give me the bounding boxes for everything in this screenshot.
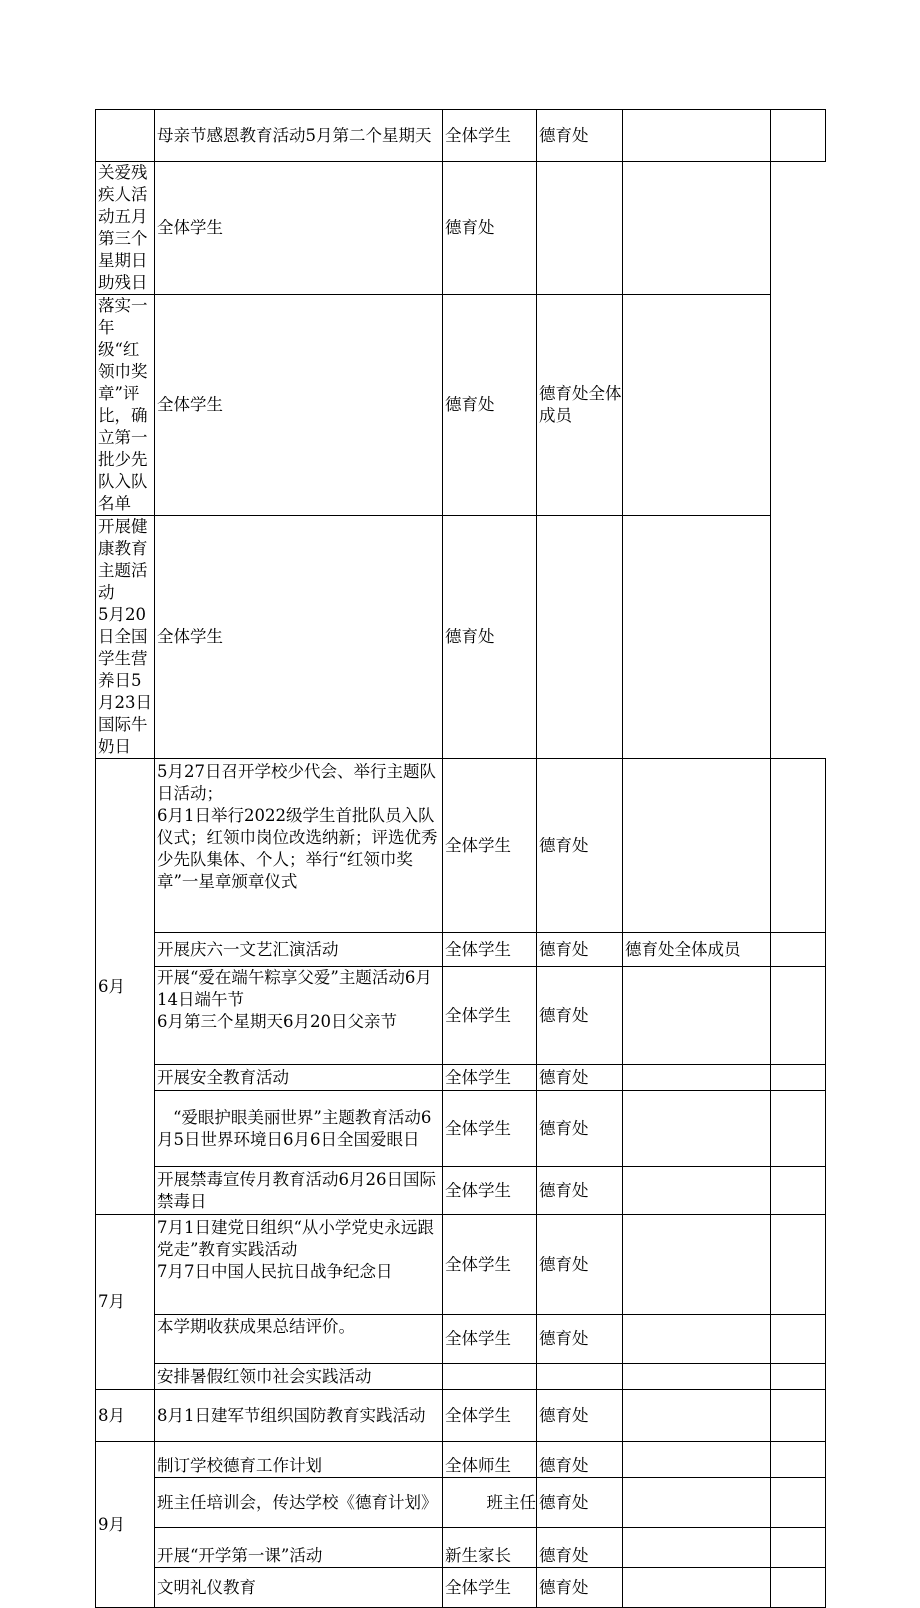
- target-cell: 新生家长: [443, 1528, 537, 1568]
- extra-cell: [623, 516, 771, 759]
- staff-cell: [623, 1091, 771, 1167]
- staff-cell: [623, 759, 771, 933]
- target-cell: 全体学生: [443, 933, 537, 967]
- plan-table: [95, 109, 826, 1608]
- extra-cell: [771, 1065, 826, 1091]
- month-cell: 8月: [96, 1390, 155, 1442]
- target-cell: 全体学生: [155, 516, 443, 759]
- staff-cell: 德育处全体成员: [537, 295, 623, 516]
- table-row: [96, 516, 826, 759]
- dept-cell: 德育处: [537, 967, 623, 1065]
- activity-cell: 7月1日建党日组织“从小学党史永远跟党走”教育实践活动 7月7日中国人民抗日战争纪念日: [155, 1215, 443, 1315]
- activity-cell: 开展庆六一文艺汇演活动: [155, 933, 443, 967]
- table-row: [96, 1065, 826, 1091]
- extra-cell: [771, 1442, 826, 1478]
- activity-cell: 开展禁毒宣传月教育活动6月26日国际禁毒日: [155, 1167, 443, 1215]
- dept-cell: 德育处: [537, 1390, 623, 1442]
- table-row: [96, 1442, 826, 1478]
- table-row: [96, 1167, 826, 1215]
- dept-cell: 德育处: [537, 1315, 623, 1364]
- staff-cell: [623, 1568, 771, 1608]
- table-row: [96, 1390, 826, 1442]
- extra-cell: [623, 295, 771, 516]
- activity-cell: 开展“爱在端午粽享父爱”主题活动6月14日端午节 6月第三个星期天6月20日父亲节: [155, 967, 443, 1065]
- target-cell: 全体学生: [443, 967, 537, 1065]
- activity-cell: 班主任培训会，传达学校《德育计划》: [155, 1478, 443, 1528]
- activity-cell: 制订学校德育工作计划: [155, 1442, 443, 1478]
- activity-cell: 落实一年级“红领巾奖章”评比，确立第一批少先队入队名单: [96, 295, 155, 516]
- dept-cell: 德育处: [537, 1215, 623, 1315]
- activity-cell: 关爱残疾人活动五月第三个星期日助残日: [96, 162, 155, 295]
- activity-cell: 5月27日召开学校少代会、举行主题队日活动； 6月1日举行2022级学生首批队员入队仪式；红领巾岗位改选纳新；评选优秀少先队集体、个人；举行“红领巾奖章”一星章颁章仪式: [155, 759, 443, 933]
- extra-cell: [771, 1390, 826, 1442]
- activity-cell: 母亲节感恩教育活动5月第二个星期天: [155, 110, 443, 162]
- activity-cell: 8月1日建军节组织国防教育实践活动: [155, 1390, 443, 1442]
- activity-cell: 开展安全教育活动: [155, 1065, 443, 1091]
- target-cell: 全体师生: [443, 1442, 537, 1478]
- dept-cell: 德育处: [537, 1091, 623, 1167]
- staff-cell: [623, 1478, 771, 1528]
- dept-cell: 德育处: [537, 1478, 623, 1528]
- dept-cell: 德育处: [537, 759, 623, 933]
- target-cell: 全体学生: [443, 110, 537, 162]
- table-row: [96, 1478, 826, 1528]
- staff-cell: [623, 110, 771, 162]
- target-cell: 班主任: [443, 1478, 537, 1528]
- target-cell: 全体学生: [443, 1215, 537, 1315]
- staff-cell: [623, 1390, 771, 1442]
- staff-cell: [623, 1167, 771, 1215]
- table-row: [96, 295, 826, 516]
- dept-cell: [537, 1364, 623, 1390]
- dept-cell: 德育处: [443, 295, 537, 516]
- staff-cell: [623, 1065, 771, 1091]
- target-cell: 全体学生: [443, 1167, 537, 1215]
- dept-cell: 德育处: [537, 1065, 623, 1091]
- extra-cell: [771, 1478, 826, 1528]
- staff-cell: [623, 1315, 771, 1364]
- extra-cell: [771, 1568, 826, 1608]
- table-row: [96, 1215, 826, 1315]
- activity-cell: 开展健康教育主题活动 5月20日全国学生营养日5月23日国际牛奶日: [96, 516, 155, 759]
- staff-cell: [623, 1528, 771, 1568]
- month-cell: 7月: [96, 1215, 155, 1390]
- month-cell: 9月: [96, 1442, 155, 1608]
- dept-cell: 德育处: [537, 933, 623, 967]
- table-row: [96, 759, 826, 933]
- activity-cell: 安排暑假红领巾社会实践活动: [155, 1364, 443, 1390]
- dept-cell: 德育处: [537, 1568, 623, 1608]
- target-cell: 全体学生: [443, 1065, 537, 1091]
- table-row: [96, 933, 826, 967]
- activity-cell: 本学期收获成果总结评价。: [155, 1315, 443, 1364]
- month-cell: [96, 110, 155, 162]
- table-row: [96, 1315, 826, 1364]
- dept-cell: 德育处: [443, 162, 537, 295]
- target-cell: 全体学生: [155, 295, 443, 516]
- staff-cell: 德育处全体成员: [623, 933, 771, 967]
- table-row: [96, 1091, 826, 1167]
- extra-cell: [771, 759, 826, 933]
- staff-cell: [623, 1364, 771, 1390]
- extra-cell: [771, 1167, 826, 1215]
- target-cell: 全体学生: [443, 1091, 537, 1167]
- table-row: [96, 1568, 826, 1608]
- extra-cell: [771, 1091, 826, 1167]
- staff-cell: [537, 516, 623, 759]
- target-cell: 全体学生: [443, 1568, 537, 1608]
- extra-cell: [771, 110, 826, 162]
- staff-cell: [623, 1215, 771, 1315]
- activity-cell: 文明礼仪教育: [155, 1568, 443, 1608]
- extra-cell: [771, 967, 826, 1065]
- extra-cell: [771, 1315, 826, 1364]
- extra-cell: [623, 162, 771, 295]
- extra-cell: [771, 1528, 826, 1568]
- target-cell: 全体学生: [443, 1390, 537, 1442]
- staff-cell: [537, 162, 623, 295]
- extra-cell: [771, 1215, 826, 1315]
- staff-cell: [623, 967, 771, 1065]
- extra-cell: [771, 933, 826, 967]
- table-row: [96, 1528, 826, 1568]
- target-cell: 全体学生: [155, 162, 443, 295]
- dept-cell: 德育处: [537, 110, 623, 162]
- target-cell: [443, 1364, 537, 1390]
- dept-cell: 德育处: [537, 1167, 623, 1215]
- table-row: [96, 110, 826, 162]
- activity-cell: “爱眼护眼美丽世界”主题教育活动6月5日世界环境日6月6日全国爱眼日: [155, 1091, 443, 1167]
- staff-cell: [623, 1442, 771, 1478]
- table-row: [96, 1364, 826, 1390]
- dept-cell: 德育处: [537, 1528, 623, 1568]
- table-row: [96, 162, 826, 295]
- table-row: [96, 967, 826, 1065]
- extra-cell: [771, 1364, 826, 1390]
- target-cell: 全体学生: [443, 759, 537, 933]
- dept-cell: 德育处: [443, 516, 537, 759]
- month-cell: 6月: [96, 759, 155, 1215]
- target-cell: 全体学生: [443, 1315, 537, 1364]
- activity-cell: 开展“开学第一课”活动: [155, 1528, 443, 1568]
- dept-cell: 德育处: [537, 1442, 623, 1478]
